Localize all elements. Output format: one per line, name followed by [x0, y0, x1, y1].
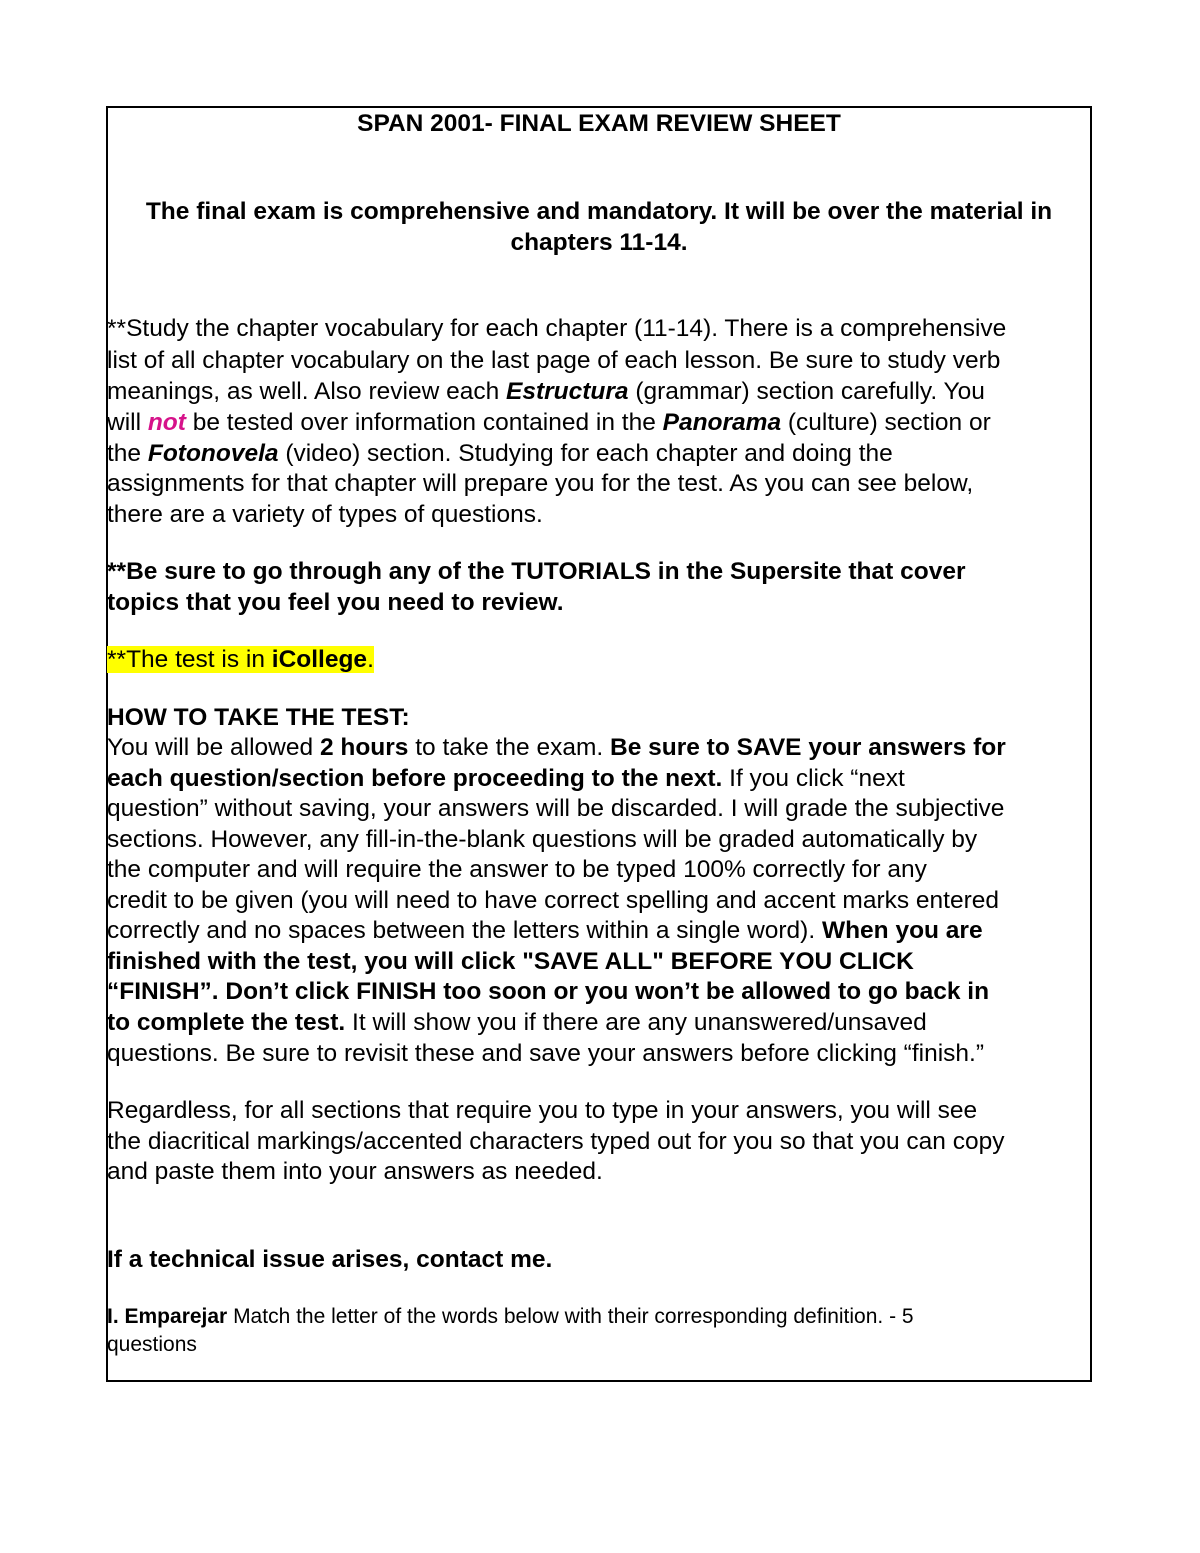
- regardless-line-2: the diacritical markings/accented characters typed out for you so that you can copy: [107, 1128, 1005, 1155]
- howto-line-7: correctly and no spaces between the letters within a single word). When you are: [107, 917, 983, 944]
- regardless-line-1: Regardless, for all sections that require you to type in your answers, you will see: [107, 1097, 978, 1124]
- technical-note: If a technical issue arises, contact me.: [107, 1246, 553, 1273]
- intro-line-2: chapters 11-14.: [510, 229, 688, 256]
- howto-line-2: each question/section before proceeding to the next. If you click “next: [107, 765, 905, 792]
- panorama-term: Panorama: [662, 409, 782, 436]
- howto-line-9: “FINISH”. Don’t click FINISH too soon or you won’t be allowed to go back in: [107, 978, 990, 1005]
- tutorials-line-2: topics that you feel you need to review.: [107, 589, 564, 616]
- regardless-line-3: and paste them into your answers as needed.: [107, 1158, 603, 1185]
- icollege-note: **The test is in iCollege.: [107, 646, 374, 673]
- howto-line-5: the computer and will require the answer to be typed 100% correctly for any: [107, 856, 927, 883]
- howto-line-4: sections. However, any fill-in-the-blank questions will be graded automatically by: [107, 826, 978, 853]
- study-line-6: assignments for that chapter will prepare you for the test. As you can see below,: [107, 470, 974, 497]
- howto-line-10: to complete the test. It will show you if there are any unanswered/unsaved: [107, 1009, 927, 1036]
- study-line-4: will not be tested over information contained in the Panorama (culture) section or: [107, 409, 991, 436]
- howto-line-6: credit to be given (you will need to have correct spelling and accent marks entered: [107, 887, 1000, 914]
- study-line-3: meanings, as well. Also review each Estructura (grammar) section carefully. You: [107, 378, 985, 405]
- study-line-7: there are a variety of types of questions.: [107, 501, 543, 528]
- howto-line-8: finished with the test, you will click "SAVE ALL" BEFORE YOU CLICK: [107, 948, 914, 975]
- intro-line-1: The final exam is comprehensive and mandatory. It will be over the material in: [145, 198, 1053, 225]
- howto-line-1: You will be allowed 2 hours to take the exam. Be sure to SAVE your answers for: [107, 734, 1006, 761]
- page-title: SPAN 2001- FINAL EXAM REVIEW SHEET: [357, 110, 841, 137]
- howto-heading: HOW TO TAKE THE TEST:: [107, 704, 410, 731]
- howto-line-11: questions. Be sure to revisit these and save your answers before clicking “finish.”: [107, 1040, 984, 1067]
- not-emphasis: not: [147, 409, 186, 436]
- estructura-term: Estructura: [506, 378, 629, 405]
- howto-line-3: question” without saving, your answers will be discarded. I will grade the subjective: [107, 795, 1005, 822]
- study-line-1: **Study the chapter vocabulary for each chapter (11-14). There is a comprehensive: [107, 315, 1007, 342]
- section-1-line-1: I. Emparejar Match the letter of the words below with their corresponding definition. - 5: [107, 1305, 914, 1328]
- study-line-5: the Fotonovela (video) section. Studying for each chapter and doing the: [107, 440, 893, 467]
- fotonovela-term: Fotonovela: [147, 440, 279, 467]
- section-1-label: I. Emparejar: [107, 1305, 228, 1328]
- study-line-2: list of all chapter vocabulary on the last page of each lesson. Be sure to study verb: [107, 347, 1001, 374]
- tutorials-line-1: **Be sure to go through any of the TUTORIALS in the Supersite that cover: [107, 558, 966, 585]
- section-1-line-2: questions: [107, 1333, 197, 1356]
